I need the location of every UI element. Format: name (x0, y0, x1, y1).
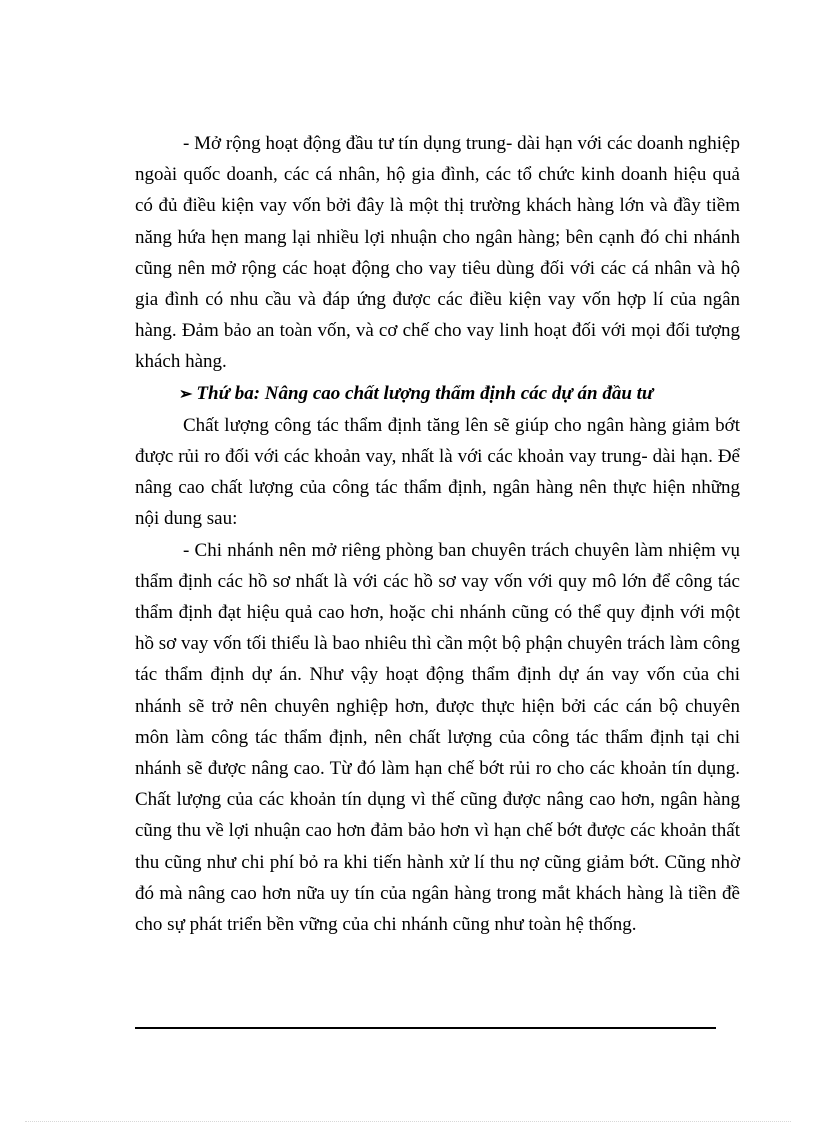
document-body (135, 128, 740, 940)
arrow-bullet-icon: ➢ (179, 385, 193, 403)
paragraph-appraisal-quality: Chất lượng công tác thẩm định tăng lên sẽ giúp cho ngân hàng giảm bớt được rủi ro đối với các khoản vay, nhất là với các khoản vay trung- dài hạn. Để nâng cao chất lượng của công tác thẩm định, ngân hàng nên thực hiện những nội dung sau: (135, 414, 740, 530)
page-bottom-border (25, 1121, 791, 1122)
paragraph-appraisal-department: - Chi nhánh nên mở riêng phòng ban chuyên trách chuyên làm nhiệm vụ thẩm định các hồ sơ nhất là với các hồ sơ vay vốn với quy mô lớn để công tác thẩm định đạt hiệu quả cao hơn, hoặc chi nhánh cũng có thể quy định với một hồ sơ vay vốn tối thiểu là bao nhiêu thì cần một bộ phận chuyên trách làm công tác thẩm định dự án. Như vậy hoạt động thẩm định dự án vay vốn của chi nhánh sẽ trở nên chuyên nghiệp hơn, được thực hiện bởi các cán bộ chuyên môn làm công tác thẩm định, nên chất lượng của công tác thẩm định tại chi nhánh sẽ được nâng cao. Từ đó làm hạn chế bớt rủi ro cho các khoản tín dụng. Chất lượng của các khoản tín dụng vì thế cũng được nâng cao hơn, ngân hàng cũng thu về lợi nhuận cao hơn đảm bảo hơn vì hạn chế bớt được các khoản thất thu cũng như chi phí bỏ ra khi tiến hành xử lí thu nợ cũng giảm bớt. Cũng nhờ đó mà nâng cao hơn nữa uy tín của ngân hàng trong mắt khách hàng là tiền đề cho sự phát triển bền vững của chi nhánh cũng như toàn hệ thống. (135, 539, 740, 936)
paragraph-expand-lending: - Mở rộng hoạt động đầu tư tín dụng trung- dài hạn với các doanh nghiệp ngoài quốc doanh, các cá nhân, hộ gia đình, các tổ chức kinh doanh hiệu quả có đủ điều kiện vay vốn bởi đây là một thị trường khách hàng lớn và đầy tiềm năng hứa hẹn mang lại nhiều lợi nhuận cho ngân hàng; bên cạnh đó chi nhánh cũng nên mở rộng các hoạt động cho vay tiêu dùng đối với các cá nhân và hộ gia đình có nhu cầu và đáp ứng được các điều kiện vay vốn hợp lí của ngân hàng. Đảm bảo an toàn vốn, và cơ chế cho vay linh hoạt đối với mọi đối tượng khách hàng. (135, 133, 740, 373)
section-heading-text: Thứ ba: Nâng cao chất lượng thẩm định các dự án đầu tư (196, 382, 654, 404)
section-heading (135, 378, 740, 410)
footer-divider (135, 1027, 716, 1029)
